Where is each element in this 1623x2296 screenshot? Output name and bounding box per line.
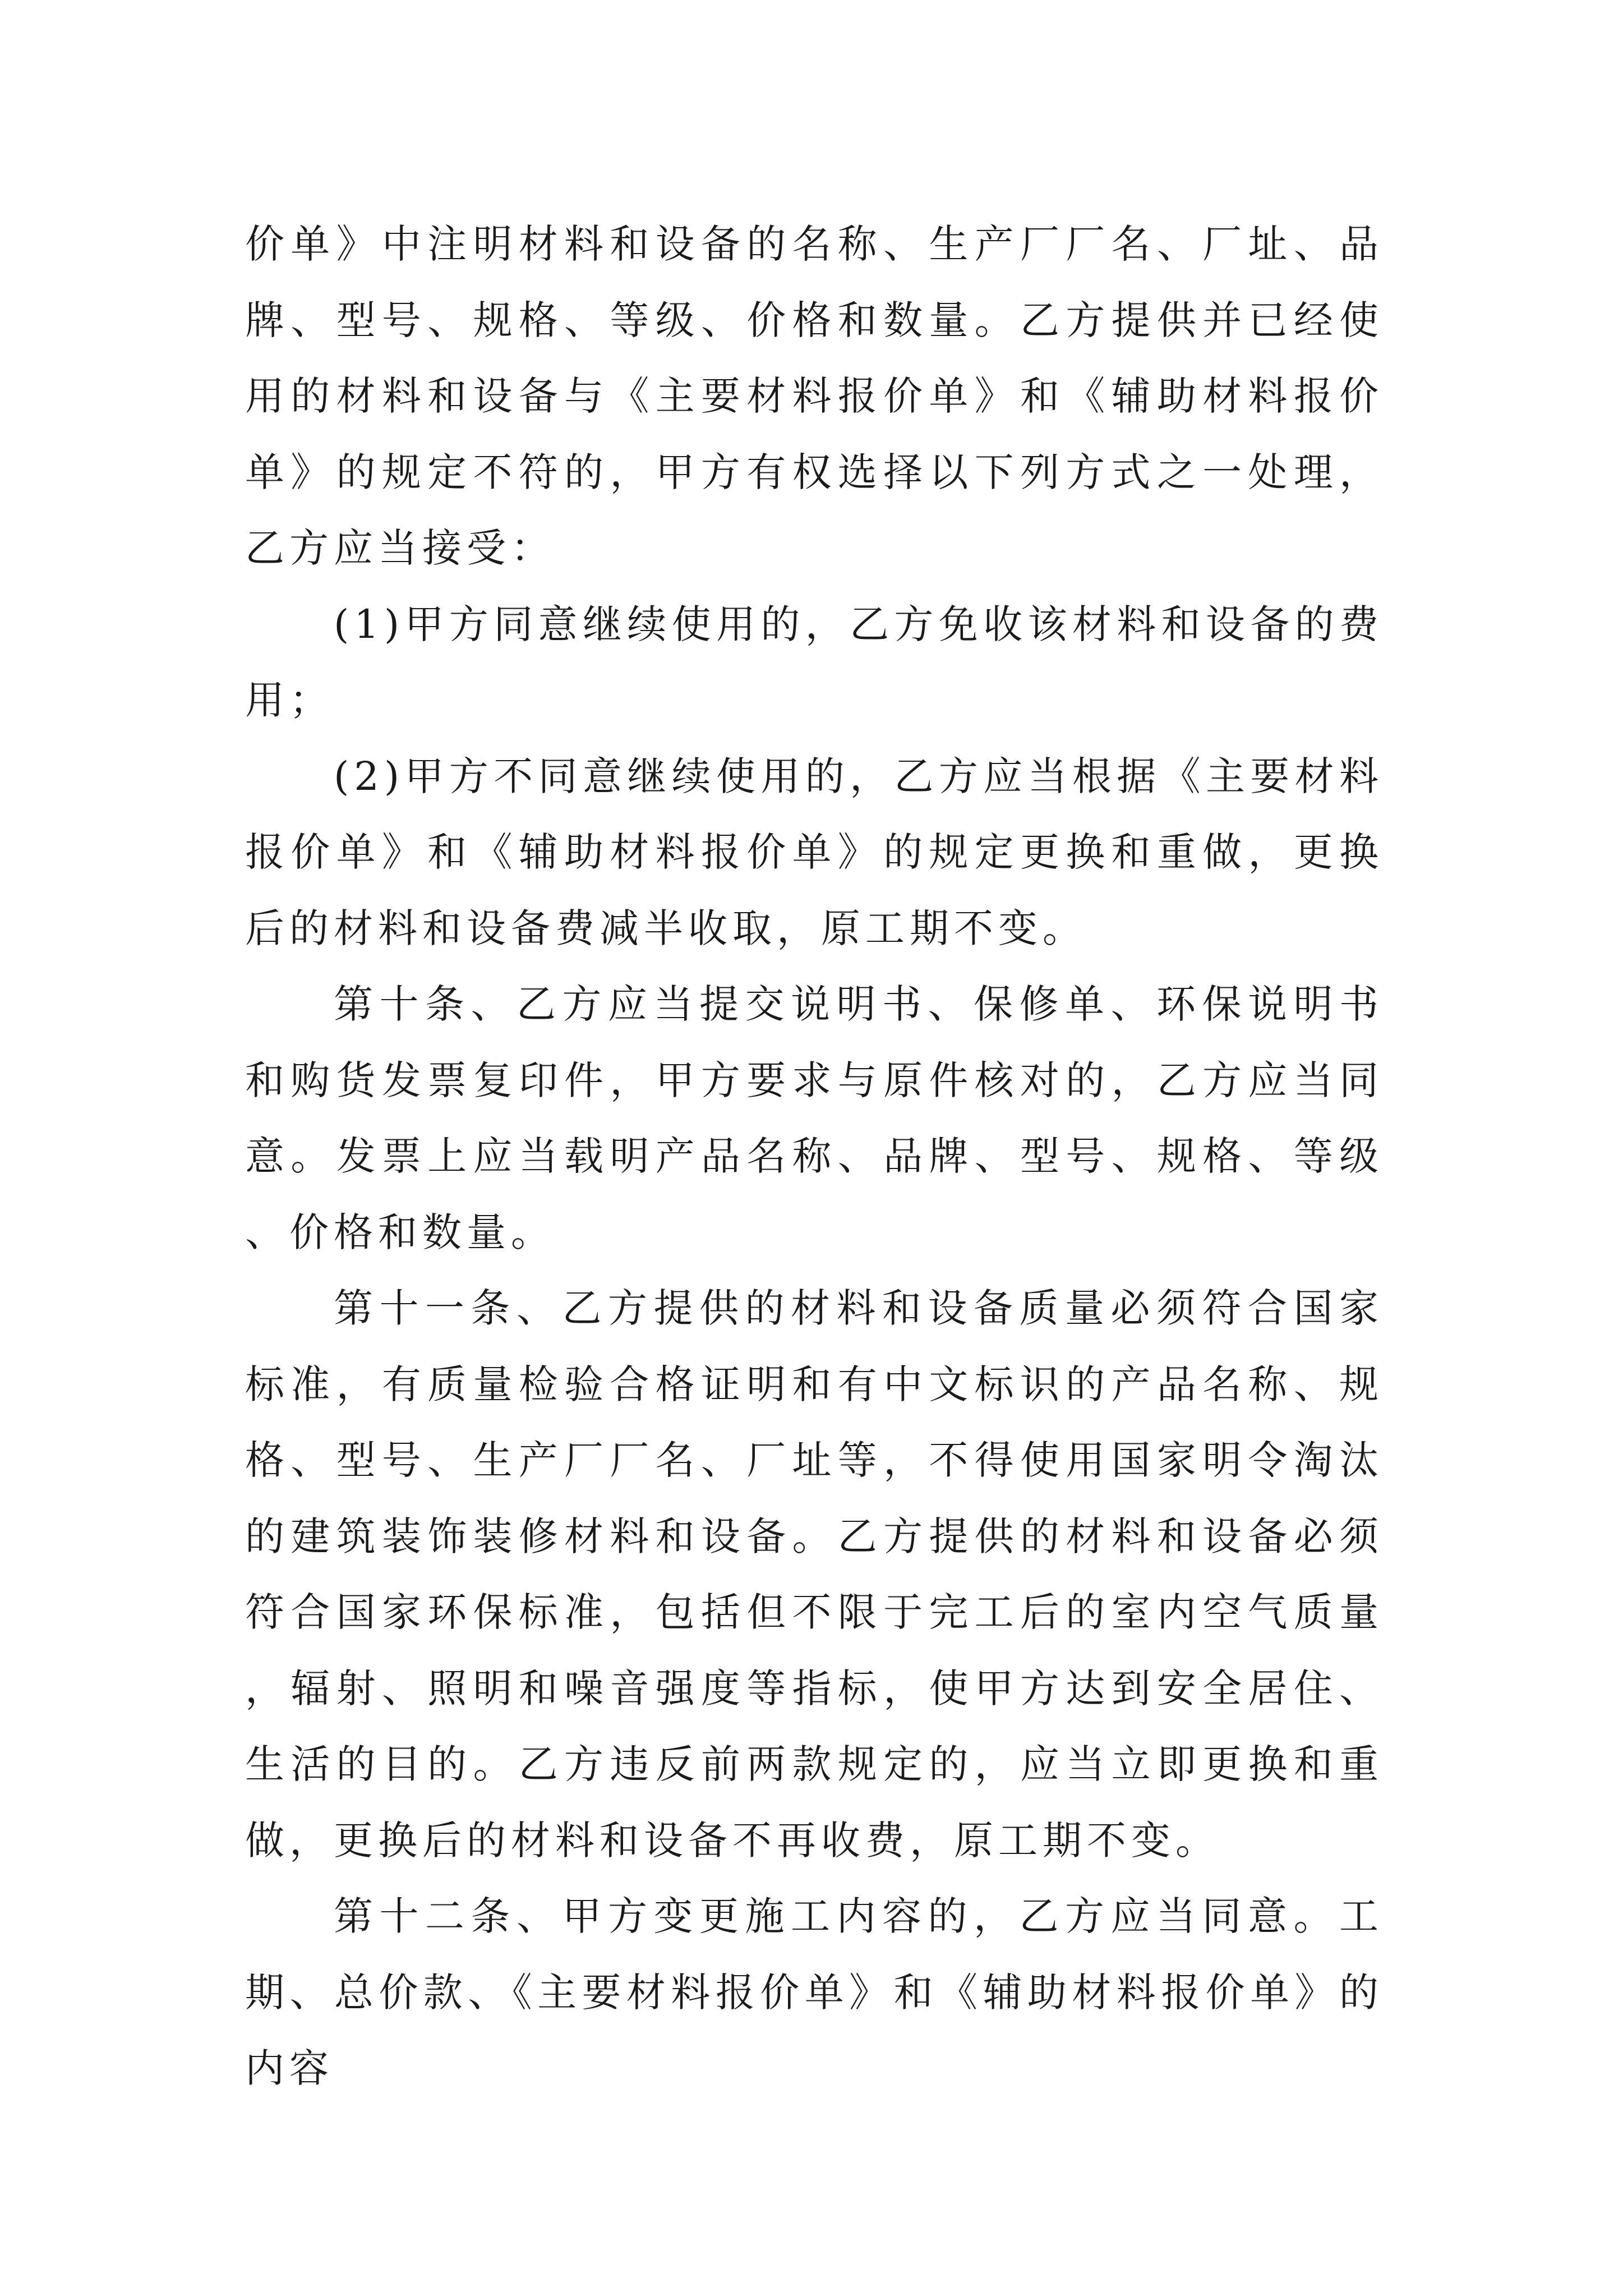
document-body [245, 206, 1384, 2107]
paragraph-article-10: 第十条、乙方应当提交说明书、保修单、环保说明书和购货发票复印件，甲方要求与原件核对的，乙方应当同意。发票上应当载明产品名称、品牌、型号、规格、等级、价格和数量。 [245, 981, 1384, 1255]
paragraph-article-11: 第十一条、乙方提供的材料和设备质量必须符合国家标准，有质量检验合格证明和有中文标识的产品名称、规格、型号、生产厂厂名、厂址等，不得使用国家明令淘汰的建筑装饰装修材料和设备。乙方提供的材料和设备必须符合国家环保标准，包括但不限于完工后的室内空气质量，辐射、照明和噪音强度等指标，使甲方达到安全居住、生活的目的。乙方违反前两款规定的，应当立即更换和重做，更换后的材料和设备不再收费，原工期不变。 [245, 1285, 1384, 1864]
paragraph-item-2: (2)甲方不同意继续使用的，乙方应当根据《主要材料报价单》和《辅助材料报价单》的规定更换和重做，更换后的材料和设备费减半收取，原工期不变。 [245, 753, 1384, 951]
paragraph-continuation: 价单》中注明材料和设备的名称、生产厂厂名、厂址、品牌、型号、规格、等级、价格和数量。乙方提供并已经使用的材料和设备与《主要材料报价单》和《辅助材料报价单》的规定不符的，甲方有权选择以下列方式之一处理，乙方应当接受： [245, 221, 1384, 571]
paragraph-article-12: 第十二条、甲方变更施工内容的，乙方应当同意。工期、总价款、《主要材料报价单》和《辅助材料报价单》的内容 [245, 1893, 1384, 2091]
paragraph-item-1: (1)甲方同意继续使用的，乙方免收该材料和设备的费用； [245, 601, 1384, 723]
